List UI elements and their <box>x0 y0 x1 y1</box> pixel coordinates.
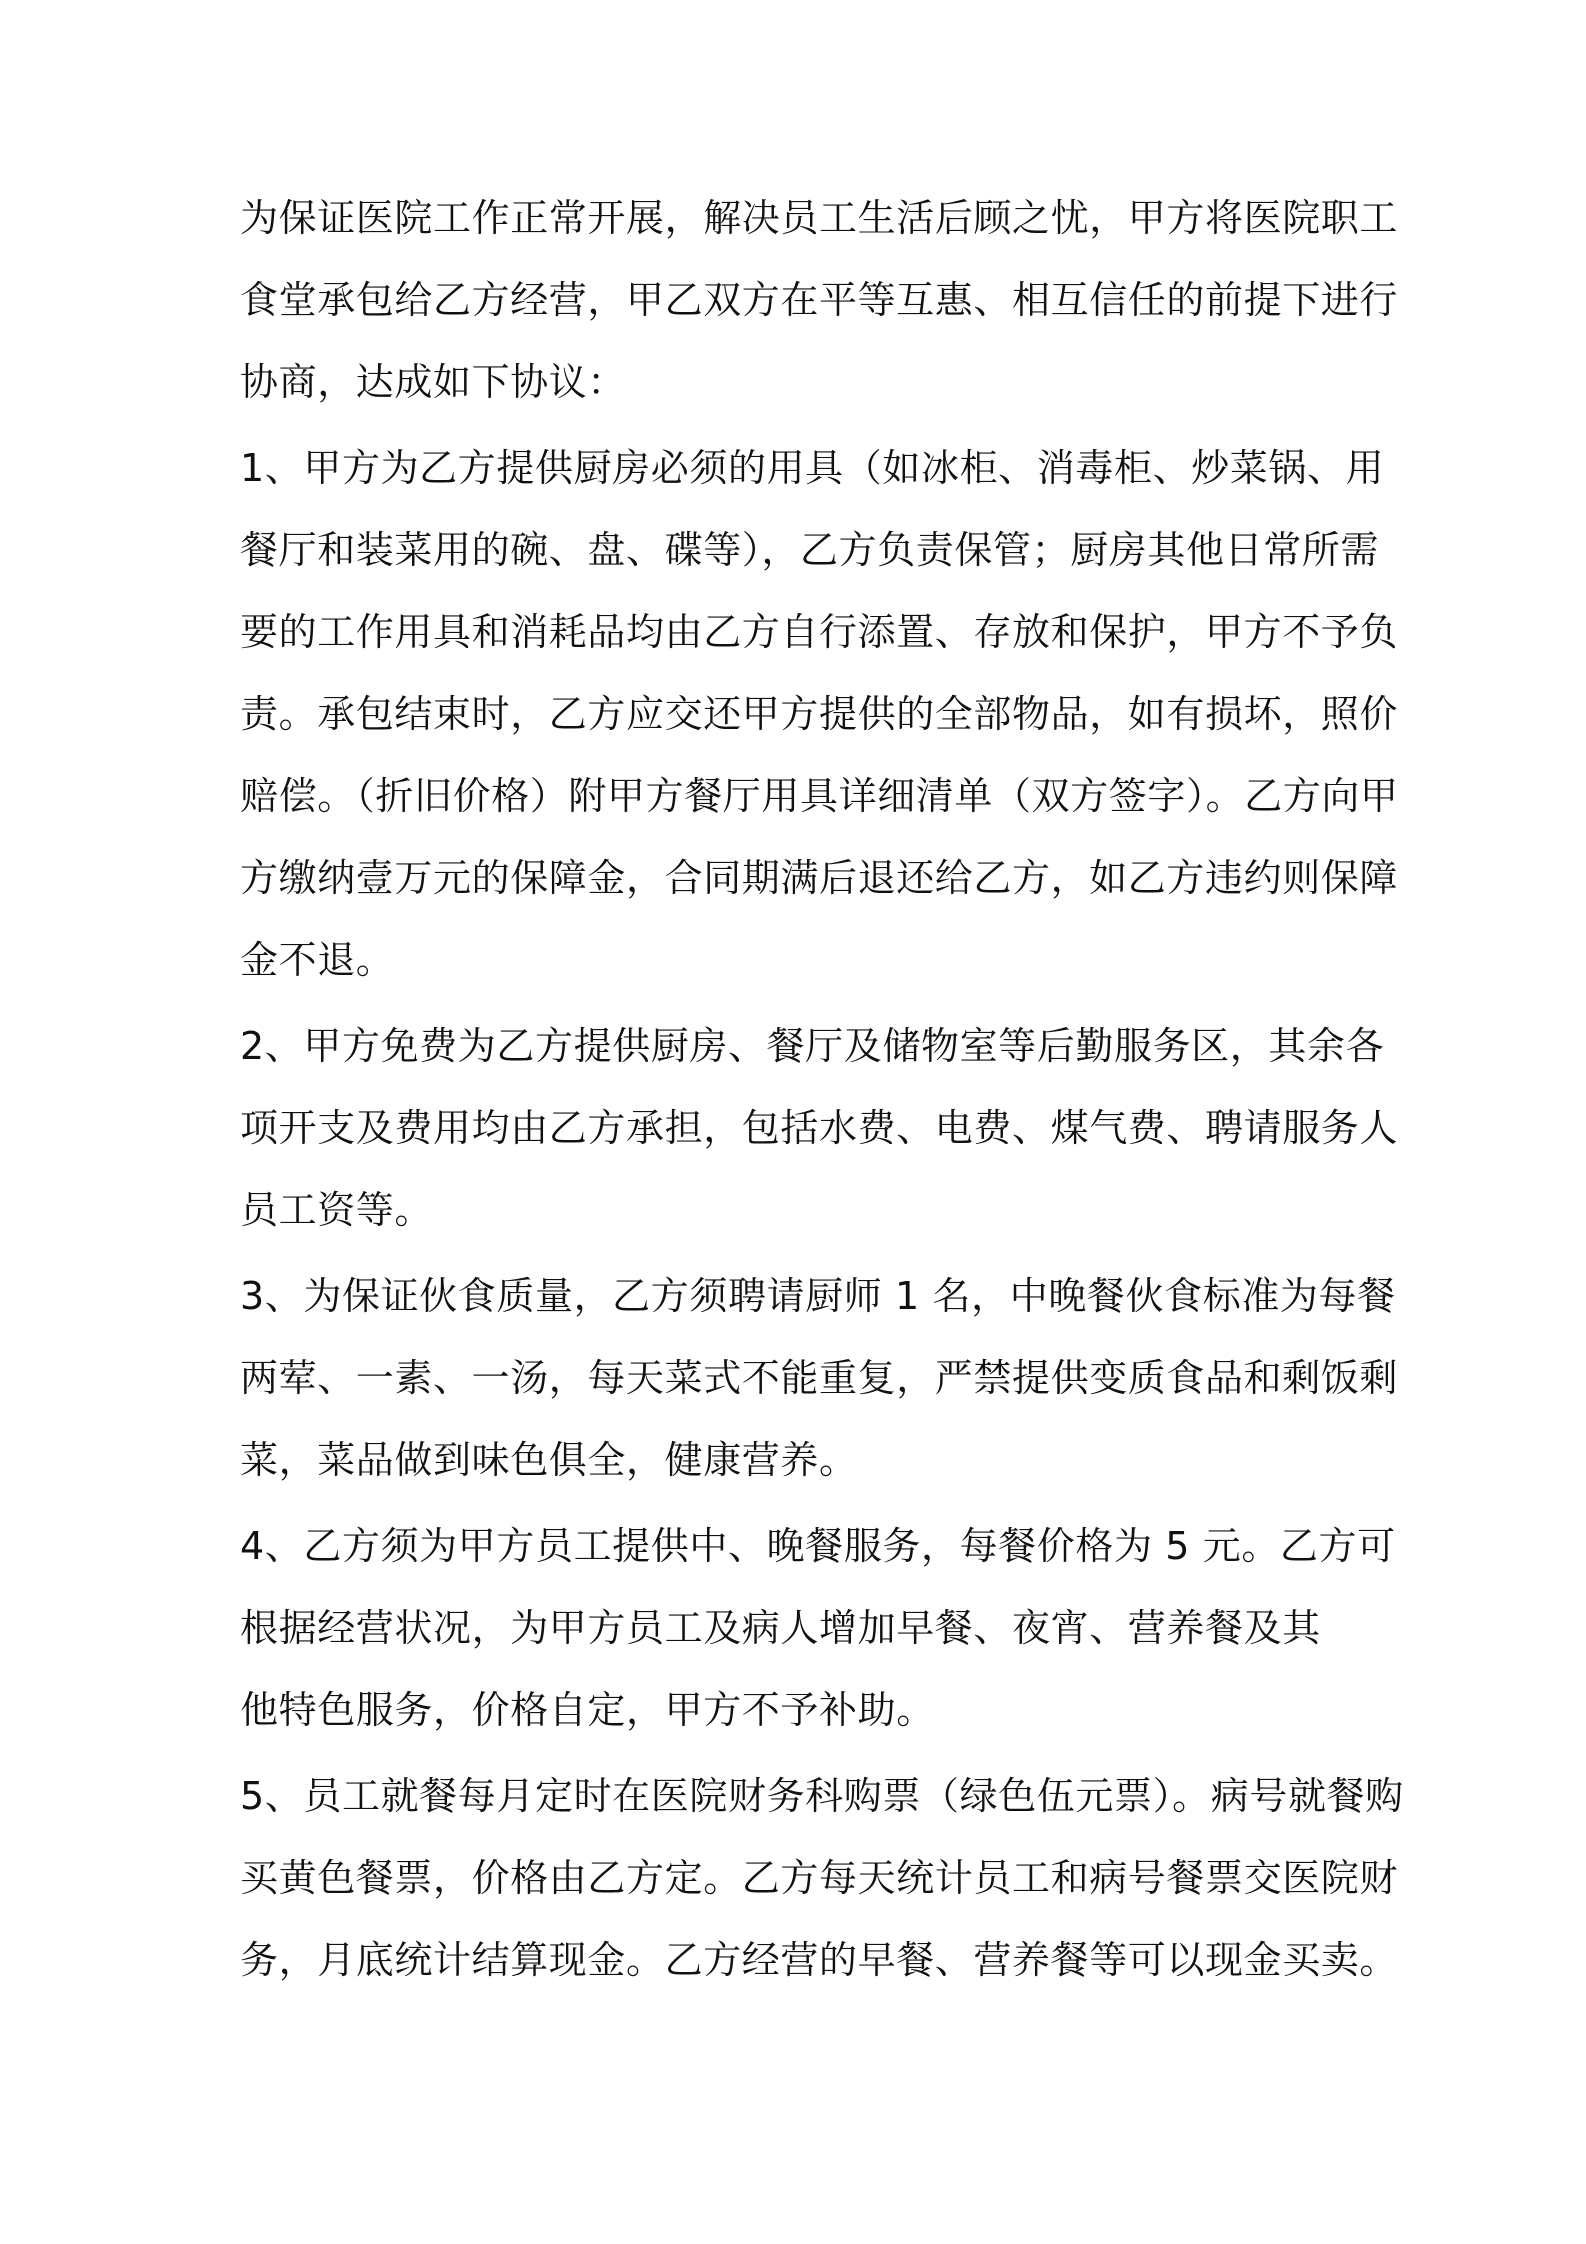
clause-4-line: 根据经营状况，为甲方员工及病人增加早餐、夜宵、营养餐及其 <box>240 1606 1321 1650</box>
clause-3-line: 两荤、一素、一汤，每天菜式不能重复，严禁提供变质食品和剩饭剩 <box>240 1356 1399 1400</box>
clause-3-line: 3、为保证伙食质量，乙方须聘请厨师 1 名，中晚餐伙食标准为每餐 <box>240 1274 1396 1318</box>
clause-1-line: 责。承包结束时，乙方应交还甲方提供的全部物品，如有损坏，照价 <box>240 692 1399 736</box>
clause-1-line: 餐厅和装菜用的碗、盘、碟等），乙方负责保管；厨房其他日常所需 <box>240 528 1380 572</box>
clause-5-line: 5、员工就餐每月定时在医院财务科购票（绿色伍元票）。病号就餐购 <box>240 1774 1404 1818</box>
clause-1-line: 方缴纳壹万元的保障金，合同期满后退还给乙方，如乙方违约则保障 <box>240 856 1399 900</box>
intro-line: 食堂承包给乙方经营，甲乙双方在平等互惠、相互信任的前提下进行 <box>240 278 1399 322</box>
clause-1-line: 1、甲方为乙方提供厨房必须的用具（如冰柜、消毒柜、炒菜锅、用 <box>240 446 1385 490</box>
clause-2-line: 2、甲方免费为乙方提供厨房、餐厅及储物室等后勤服务区，其余各 <box>240 1024 1385 1068</box>
clause-2-line: 项开支及费用均由乙方承担，包括水费、电费、煤气费、聘请服务人 <box>240 1106 1399 1150</box>
clause-5-line: 务，月底统计结算现金。乙方经营的早餐、营养餐等可以现金买卖。 <box>240 1938 1399 1982</box>
intro-line: 协商，达成如下协议： <box>240 360 627 404</box>
clause-1-line: 赔偿。（折旧价格）附甲方餐厅用具详细清单（双方签字）。乙方向甲 <box>240 774 1399 818</box>
clause-1-line: 要的工作用具和消耗品均由乙方自行添置、存放和保护，甲方不予负 <box>240 610 1399 654</box>
clause-5-line: 买黄色餐票，价格由乙方定。乙方每天统计员工和病号餐票交医院财 <box>240 1856 1399 1900</box>
clause-2-line: 员工资等。 <box>240 1188 434 1232</box>
intro-line: 为保证医院工作正常开展，解决员工生活后顾之忧，甲方将医院职工 <box>240 196 1399 240</box>
clause-3-line: 菜，菜品做到味色俱全，健康营养。 <box>240 1438 858 1482</box>
clause-4-line: 4、乙方须为甲方员工提供中、晚餐服务，每餐价格为 5 元。乙方可 <box>240 1524 1396 1568</box>
clause-4-line: 他特色服务，价格自定，甲方不予补助。 <box>240 1688 935 1732</box>
clause-1-line: 金不退。 <box>240 938 395 982</box>
